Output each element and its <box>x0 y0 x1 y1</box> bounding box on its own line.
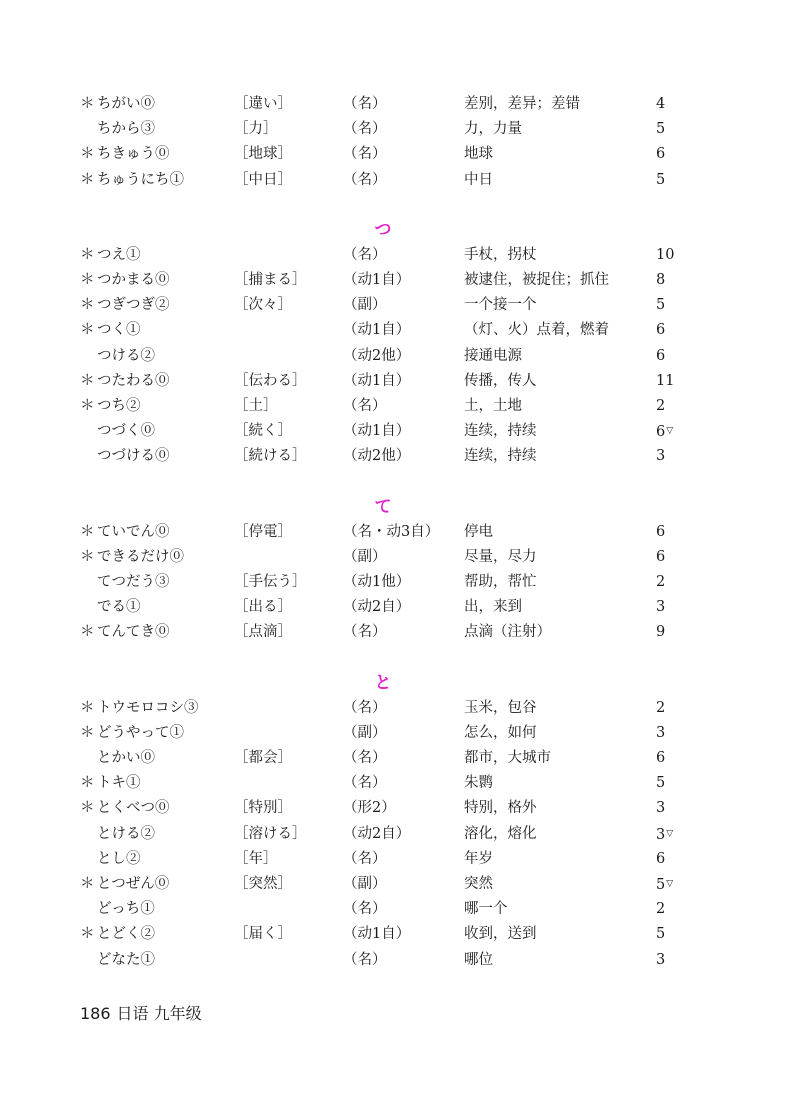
entry-meaning: 特别，格外 <box>464 800 537 817</box>
vocabulary-entry <box>0 445 800 467</box>
entry-kana: てつだう③ <box>97 574 170 590</box>
entry-meaning: 哪一个 <box>464 901 508 918</box>
entry-meaning: 帮助，帮忙 <box>464 574 537 590</box>
entry-kanji: ［違い］ <box>234 96 292 112</box>
entry-lesson <box>656 797 665 819</box>
entry-meaning: 停电 <box>464 523 493 540</box>
entry-kana: てんてき⓪ <box>97 624 170 641</box>
entry-star-mark: ＊ <box>80 926 95 943</box>
entry-lesson <box>656 521 665 543</box>
section-heading: つ <box>374 219 392 240</box>
entry-star-mark: ＊ <box>80 398 95 414</box>
entry-lesson <box>656 345 665 367</box>
entry-star-mark: ＊ <box>80 272 95 288</box>
entry-lesson-number: 2 <box>656 699 666 716</box>
entry-lesson <box>656 319 665 341</box>
entry-kana: つかまる⓪ <box>97 272 170 288</box>
entry-lesson-number: 3 <box>656 599 666 616</box>
entry-meaning: 玉米，包谷 <box>464 699 537 716</box>
page-footer <box>80 1003 202 1025</box>
entry-lesson-number: 6 <box>656 424 666 441</box>
entry-lesson-number: 2 <box>656 901 666 918</box>
entry-kana: とくべつ⓪ <box>97 800 170 817</box>
entry-lesson-number: 9 <box>656 624 666 641</box>
entry-part-of-speech: （副） <box>343 297 387 314</box>
entry-star-mark: ＊ <box>80 246 95 263</box>
entry-kanji: ［年］ <box>234 850 278 867</box>
entry-lesson <box>656 898 665 920</box>
entry-meaning: 手杖，拐杖 <box>464 246 537 263</box>
vocabulary-entry <box>0 319 800 341</box>
entry-lesson-number: 6 <box>656 850 666 867</box>
vocabulary-entry <box>0 269 800 291</box>
entry-kana: できるだけ⓪ <box>97 548 184 565</box>
entry-part-of-speech: （动1他） <box>343 574 411 590</box>
entry-star-mark: ＊ <box>80 372 95 389</box>
entry-kana: つぎつぎ② <box>97 297 170 314</box>
vocabulary-entry <box>0 169 800 191</box>
entry-kanji: ［地球］ <box>234 146 292 163</box>
entry-kana: つける② <box>97 347 155 364</box>
vocabulary-entry <box>0 118 800 140</box>
entry-kanji: ［手伝う］ <box>234 574 307 590</box>
entry-star-mark: ＊ <box>80 322 95 339</box>
entry-lesson <box>656 596 665 618</box>
vocabulary-entry <box>0 898 800 920</box>
entry-meaning: （灯、火）点着，燃着 <box>464 322 609 339</box>
entry-kana: つえ① <box>97 246 141 263</box>
entry-kana: つく① <box>97 322 141 339</box>
entry-lesson-number: 3 <box>656 800 666 817</box>
entry-part-of-speech: （动2自） <box>343 825 411 842</box>
entry-star-mark: ＊ <box>80 624 95 641</box>
entry-kana: ちから③ <box>97 121 155 138</box>
vocabulary-entry <box>0 722 800 744</box>
entry-lesson-number: 6 <box>656 146 666 163</box>
entry-lesson <box>656 420 673 443</box>
page-number: 186 <box>80 1004 111 1023</box>
entry-part-of-speech: （动1自） <box>343 322 411 339</box>
entry-lesson <box>656 445 665 467</box>
entry-lesson-number: 5 <box>656 775 666 792</box>
entry-lesson <box>656 395 665 417</box>
section-heading: と <box>374 672 392 693</box>
entry-kanji: ［都会］ <box>234 750 292 766</box>
entry-lesson-number: 3 <box>656 826 666 843</box>
entry-star-mark: ＊ <box>80 724 95 741</box>
vocabulary-entry <box>0 420 800 442</box>
entry-part-of-speech: （副） <box>343 548 387 565</box>
vocabulary-entry <box>0 823 800 845</box>
triangle-mark-icon: ▽ <box>666 879 674 889</box>
entry-kanji: ［中日］ <box>234 171 292 188</box>
entry-part-of-speech: （动1自） <box>343 423 411 440</box>
entry-lesson-number: 6 <box>656 750 666 766</box>
vocabulary-entry <box>0 923 800 945</box>
entry-lesson <box>656 772 665 794</box>
entry-kana: どっち① <box>97 901 155 918</box>
entry-lesson <box>656 697 665 719</box>
entry-meaning: 收到，送到 <box>464 926 537 943</box>
entry-kanji: ［続ける］ <box>234 448 307 465</box>
entry-meaning: 溶化，熔化 <box>464 825 537 842</box>
entry-kanji: ［伝わる］ <box>234 372 307 389</box>
entry-meaning: 年岁 <box>464 850 493 867</box>
entry-lesson-number: 6 <box>656 347 666 364</box>
entry-kana: どうやって① <box>97 724 184 741</box>
entry-kana: とどく② <box>97 926 155 943</box>
entry-lesson <box>656 621 665 643</box>
entry-lesson-number: 4 <box>656 96 666 112</box>
entry-meaning: 地球 <box>464 146 493 163</box>
entry-kana: とし② <box>97 850 141 867</box>
entry-part-of-speech: （动2自） <box>343 599 411 616</box>
entry-part-of-speech: （动1自） <box>343 272 411 288</box>
entry-kanji: ［届く］ <box>234 926 292 943</box>
entry-lesson <box>656 294 665 316</box>
entry-lesson <box>656 949 665 971</box>
entry-meaning: 点滴（注射） <box>464 624 551 641</box>
entry-kana: トウモロコシ③ <box>97 699 199 716</box>
entry-meaning: 连续，持续 <box>464 423 537 440</box>
entry-kana: とける② <box>97 825 155 842</box>
entry-star-mark: ＊ <box>80 96 95 112</box>
vocabulary-entry <box>0 621 800 643</box>
entry-part-of-speech: （名） <box>343 850 387 867</box>
vocabulary-entry <box>0 521 800 543</box>
entry-meaning: 出，来到 <box>464 599 522 616</box>
entry-part-of-speech: （名） <box>343 96 387 112</box>
vocabulary-entry <box>0 697 800 719</box>
entry-meaning: 都市，大城市 <box>464 750 551 766</box>
entry-kanji: ［力］ <box>234 121 278 138</box>
entry-lesson-number: 6 <box>656 322 666 339</box>
vocabulary-entry <box>0 143 800 165</box>
vocabulary-entry <box>0 294 800 316</box>
entry-part-of-speech: （副） <box>343 724 387 741</box>
entry-lesson-number: 3 <box>656 724 666 741</box>
entry-meaning: 传播，传人 <box>464 372 537 389</box>
entry-meaning: 怎么，如何 <box>464 724 537 741</box>
entry-kana: とつぜん⓪ <box>97 876 170 892</box>
entry-meaning: 差别，差异；差错 <box>464 96 580 112</box>
entry-lesson-number: 6 <box>656 548 666 565</box>
entry-star-mark: ＊ <box>80 146 95 163</box>
entry-lesson <box>656 118 665 140</box>
entry-lesson-number: 6 <box>656 523 666 540</box>
entry-lesson-number: 2 <box>656 574 666 590</box>
entry-meaning: 接通电源 <box>464 347 522 364</box>
entry-lesson-number: 5 <box>656 171 666 188</box>
entry-part-of-speech: （动1自） <box>343 372 411 389</box>
entry-lesson <box>656 923 665 945</box>
vocabulary-entry <box>0 873 800 895</box>
entry-lesson <box>656 244 674 266</box>
entry-kanji: ［停電］ <box>234 523 292 540</box>
vocabulary-entry <box>0 345 800 367</box>
entry-lesson <box>656 93 665 115</box>
entry-part-of-speech: （名） <box>343 121 387 138</box>
entry-kana: とかい⓪ <box>97 750 155 766</box>
entry-lesson <box>656 546 665 568</box>
entry-kana: ていでん⓪ <box>97 523 170 540</box>
entry-kana: つづく⓪ <box>97 423 155 440</box>
entry-kana: つづける⓪ <box>97 448 170 465</box>
entry-lesson <box>656 370 674 392</box>
entry-lesson-number: 10 <box>656 246 675 263</box>
entry-kanji: ［捕まる］ <box>234 272 307 288</box>
entry-meaning: 尽量，尽力 <box>464 548 537 565</box>
entry-part-of-speech: （名・动3自） <box>343 523 440 540</box>
entry-kana: どなた① <box>97 951 155 968</box>
entry-part-of-speech: （名） <box>343 775 387 792</box>
entry-kana: ちゅうにち① <box>97 171 184 188</box>
entry-meaning: 连续，持续 <box>464 448 537 465</box>
entry-part-of-speech: （名） <box>343 171 387 188</box>
entry-kanji: ［出る］ <box>234 599 292 616</box>
entry-part-of-speech: （名） <box>343 951 387 968</box>
entry-lesson <box>656 143 665 165</box>
entry-lesson-number: 2 <box>656 398 666 414</box>
entry-meaning: 被逮住，被捉住；抓住 <box>464 272 609 288</box>
entry-star-mark: ＊ <box>80 523 95 540</box>
vocabulary-entry <box>0 571 800 593</box>
entry-meaning: 中日 <box>464 171 493 188</box>
entry-star-mark: ＊ <box>80 800 95 817</box>
entry-part-of-speech: （副） <box>343 876 387 892</box>
vocabulary-entry <box>0 797 800 819</box>
entry-part-of-speech: （形2） <box>343 800 396 817</box>
entry-kanji: ［突然］ <box>234 876 292 892</box>
entry-part-of-speech: （名） <box>343 624 387 641</box>
entry-star-mark: ＊ <box>80 171 95 188</box>
entry-lesson <box>656 747 665 769</box>
entry-lesson <box>656 571 665 593</box>
entry-meaning: 朱鹮 <box>464 775 493 792</box>
entry-meaning: 一个接一个 <box>464 297 537 314</box>
entry-lesson-number: 11 <box>656 372 675 389</box>
entry-meaning: 突然 <box>464 876 493 892</box>
entry-lesson <box>656 873 673 896</box>
entry-lesson <box>656 823 673 846</box>
entry-kanji: ［次々］ <box>234 297 292 314</box>
entry-kana: トキ① <box>97 775 141 792</box>
entry-star-mark: ＊ <box>80 775 95 792</box>
entry-part-of-speech: （名） <box>343 901 387 918</box>
triangle-mark-icon: ▽ <box>666 426 674 437</box>
entry-star-mark: ＊ <box>80 297 95 314</box>
vocabulary-entry <box>0 244 800 266</box>
vocabulary-entry <box>0 370 800 392</box>
entry-kana: つち② <box>97 398 141 414</box>
entry-lesson <box>656 848 665 870</box>
vocabulary-entry <box>0 848 800 870</box>
entry-lesson-number: 5 <box>656 121 666 138</box>
entry-meaning: 力，力量 <box>464 121 522 138</box>
entry-part-of-speech: （动2他） <box>343 347 411 364</box>
section-heading: て <box>374 496 392 517</box>
entry-kana: でる① <box>97 599 141 616</box>
entry-kanji: ［特別］ <box>234 800 292 817</box>
entry-star-mark: ＊ <box>80 876 95 892</box>
vocabulary-entry <box>0 395 800 417</box>
entry-part-of-speech: （名） <box>343 398 387 414</box>
entry-kanji: ［土］ <box>234 398 278 414</box>
entry-lesson-number: 5 <box>656 926 666 943</box>
entry-kana: つたわる⓪ <box>97 372 170 389</box>
entry-lesson-number: 3 <box>656 951 666 968</box>
entry-lesson <box>656 269 665 291</box>
entry-part-of-speech: （动2他） <box>343 448 411 465</box>
entry-kanji: ［溶ける］ <box>234 825 307 842</box>
vocabulary-entry <box>0 772 800 794</box>
entry-meaning: 哪位 <box>464 951 493 968</box>
entry-kana: ちきゅう⓪ <box>97 146 170 163</box>
vocabulary-entry <box>0 93 800 115</box>
entry-part-of-speech: （名） <box>343 699 387 716</box>
entry-lesson-number: 8 <box>656 272 666 288</box>
vocabulary-entry <box>0 949 800 971</box>
entry-part-of-speech: （名） <box>343 146 387 163</box>
entry-lesson <box>656 722 665 744</box>
entry-kanji: ［点滴］ <box>234 624 292 641</box>
entry-kana: ちがい⓪ <box>97 96 155 112</box>
entry-kanji: ［続く］ <box>234 423 292 440</box>
triangle-mark-icon: ▽ <box>666 828 674 839</box>
entry-part-of-speech: （名） <box>343 246 387 263</box>
entry-lesson <box>656 169 665 191</box>
entry-meaning: 土，土地 <box>464 398 522 414</box>
entry-lesson-number: 5 <box>656 877 666 893</box>
entry-lesson-number: 5 <box>656 297 666 314</box>
entry-part-of-speech: （名） <box>343 750 387 766</box>
entry-part-of-speech: （动1自） <box>343 926 411 943</box>
vocabulary-entry <box>0 546 800 568</box>
vocabulary-entry <box>0 747 800 769</box>
entry-star-mark: ＊ <box>80 699 95 716</box>
book-title: 日语 九年级 <box>116 1004 202 1023</box>
entry-lesson-number: 3 <box>656 448 666 465</box>
vocabulary-entry <box>0 596 800 618</box>
entry-star-mark: ＊ <box>80 548 95 565</box>
